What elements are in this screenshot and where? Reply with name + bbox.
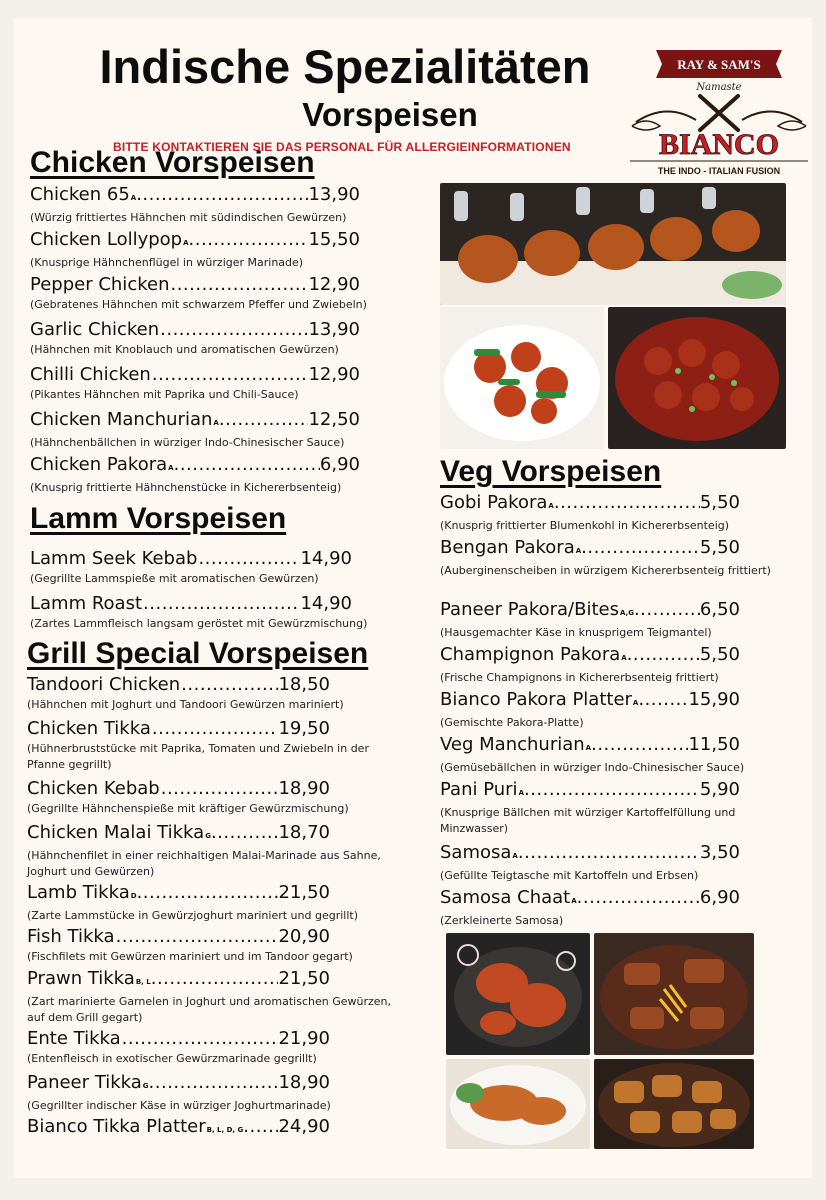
- allergen-code: A: [518, 789, 524, 797]
- menu-item-price: 21,50: [278, 968, 330, 989]
- section-heading-lamm: Lamm Vorspeisen: [30, 502, 287, 535]
- dot-leader: [152, 718, 279, 740]
- menu-item-name: Chicken Pakora: [30, 454, 168, 475]
- dot-leader: [627, 644, 700, 666]
- menu-item: [440, 779, 786, 837]
- menu-item-line: [27, 822, 330, 847]
- menu-item-line: [440, 842, 740, 867]
- menu-item-line: [30, 548, 352, 570]
- menu-item-line: [440, 644, 740, 669]
- menu-item: [27, 1028, 407, 1067]
- menu-item-price: 5,50: [699, 537, 740, 558]
- menu-item-line: [440, 887, 740, 912]
- menu-item-line: [27, 1028, 330, 1050]
- menu-item-name: Chicken 65: [30, 184, 130, 205]
- menu-item-price: 21,90: [278, 1028, 330, 1049]
- menu-item-line: [440, 779, 740, 804]
- menu-item-description: (Knusprig frittierte Hähnchenstücke in Kichererbsenteig): [30, 481, 342, 494]
- menu-item: [27, 882, 407, 924]
- menu-item-price: 5,90: [699, 779, 740, 800]
- allergen-code: A: [548, 502, 554, 510]
- menu-item-name: Chicken Malai Tikka: [27, 822, 205, 843]
- menu-item-name: Lamm Seek Kebab: [30, 548, 198, 569]
- menu-item: [30, 274, 410, 313]
- allergen-code: A: [571, 897, 577, 905]
- menu-item-name: Paneer Tikka: [27, 1072, 142, 1093]
- dot-leader: [638, 689, 688, 711]
- menu-item-description: (Hähnchen mit Joghurt und Tandoori Gewürzen mariniert): [27, 698, 344, 711]
- chicken-lollipop-photo: [440, 183, 786, 305]
- logo-tagline: THE INDO - ITALIAN FUSION: [657, 166, 781, 176]
- menu-item-description: (Hähnchenbällchen in würziger Indo-Chinesischer Sauce): [30, 436, 345, 449]
- dot-leader: [554, 492, 700, 514]
- menu-item-price: 5,50: [699, 492, 740, 513]
- menu-item-price: 15,50: [308, 229, 360, 250]
- dot-leader: [518, 842, 700, 864]
- menu-item-description: (Zerkleinerte Samosa): [440, 914, 564, 927]
- dot-leader: [581, 537, 700, 559]
- menu-item: [27, 968, 407, 1026]
- menu-item-price: 3,50: [699, 842, 740, 863]
- allergen-code: A: [585, 744, 592, 752]
- menu-item: [440, 689, 786, 731]
- dot-leader: [136, 184, 308, 206]
- menu-item-price: 13,90: [308, 319, 360, 340]
- menu-item-description: (Hähnchen mit Knoblauch und aromatischen Gewürzen): [30, 343, 339, 356]
- tandoori-chicken-photo: [446, 933, 590, 1055]
- fork-knife-icon: [700, 96, 738, 130]
- menu-item-description: (Hausgemachter Käse in knusprigem Teigmantel): [440, 626, 712, 639]
- menu-item-name: Fish Tikka: [27, 926, 115, 947]
- menu-item-line: [30, 593, 352, 615]
- menu-item-price: 14,90: [300, 548, 352, 569]
- menu-item-line: [27, 1116, 330, 1141]
- menu-item-name: Garlic Chicken: [30, 319, 160, 340]
- menu-item-description: (Gefüllte Teigtasche mit Kartoffeln und Erbsen): [440, 869, 699, 882]
- menu-item-line: [30, 184, 360, 209]
- allergen-code: G: [205, 832, 211, 840]
- menu-item: [30, 229, 410, 271]
- page-subtitle: Vorspeisen: [302, 96, 478, 133]
- menu-item: [30, 319, 410, 358]
- menu-item: [30, 593, 410, 632]
- chicken-manchurian-photo: [608, 307, 786, 449]
- dot-leader: [524, 779, 700, 801]
- allergen-code: A,G: [619, 609, 634, 617]
- allergen-code: B, L: [135, 978, 151, 986]
- menu-item-name: Tandoori Chicken: [27, 674, 181, 695]
- menu-item: [27, 1116, 407, 1142]
- menu-item: [27, 778, 407, 817]
- menu-item-line: [27, 718, 330, 740]
- menu-item-line: [30, 454, 360, 479]
- menu-item: [27, 926, 407, 965]
- menu-item: [30, 364, 410, 403]
- allergen-code: A: [183, 239, 189, 247]
- menu-item: [30, 184, 410, 226]
- menu-item: [440, 734, 786, 776]
- dot-leader: [181, 674, 278, 696]
- section-heading-grill: Grill Special Vorspeisen: [27, 637, 369, 670]
- menu-item-description: (Gebratenes Hähnchen mit schwarzem Pfeffer und Zwiebeln): [30, 298, 367, 311]
- logo-brand: BIANCO: [658, 128, 780, 161]
- menu-item-line: [27, 882, 330, 907]
- dot-leader: [211, 822, 279, 844]
- dot-leader: [137, 882, 279, 904]
- menu-item-price: 6,90: [699, 887, 740, 908]
- allergen-code: A: [213, 419, 219, 427]
- menu-item-name: Chilli Chicken: [30, 364, 151, 385]
- menu-item-name: Veg Manchurian: [440, 734, 585, 755]
- menu-item-price: 15,90: [688, 689, 740, 710]
- dot-leader: [591, 734, 688, 756]
- menu-item-description: (Gemischte Pakora-Platte): [440, 716, 584, 729]
- allergen-code: A: [621, 654, 627, 662]
- dot-leader: [160, 319, 308, 341]
- menu-item-name: Bianco Pakora Platter: [440, 689, 632, 710]
- menu-item-price: 11,50: [688, 734, 740, 755]
- chilli-chicken-photo: [440, 307, 604, 449]
- menu-item-line: [440, 734, 740, 759]
- menu-item-name: Chicken Lollypop: [30, 229, 183, 250]
- menu-item-price: 21,50: [278, 882, 330, 903]
- menu-item-price: 5,50: [699, 644, 740, 665]
- grill-platter-photo: [594, 933, 754, 1055]
- menu-item: [440, 644, 786, 686]
- menu-item-name: Ente Tikka: [27, 1028, 121, 1049]
- menu-item-line: [30, 364, 360, 386]
- menu-item-name: Samosa: [440, 842, 512, 863]
- menu-item-name: Gobi Pakora: [440, 492, 548, 513]
- menu-item-price: 12,90: [308, 364, 360, 385]
- menu-item-price: 18,70: [278, 822, 330, 843]
- menu-item: [440, 537, 786, 579]
- menu-item-line: [30, 409, 360, 434]
- allergen-code: A: [168, 464, 174, 472]
- menu-item-line: [440, 599, 740, 624]
- logo-top-text: RAY & SAM'S: [677, 57, 761, 72]
- menu-item-name: Chicken Tikka: [27, 718, 151, 739]
- menu-item-line: [27, 1072, 330, 1097]
- menu-item-line: [30, 319, 360, 341]
- menu-item-line: [27, 674, 330, 696]
- menu-item-name: Chicken Manchurian: [30, 409, 213, 430]
- dot-leader: [122, 1028, 279, 1050]
- dot-leader: [170, 274, 308, 296]
- logo-script-text: Namaste: [696, 82, 742, 93]
- dot-leader: [634, 599, 700, 621]
- menu-item: [27, 718, 407, 773]
- menu-item: [27, 822, 407, 880]
- dot-leader: [174, 454, 320, 476]
- menu-item-name: Samosa Chaat: [440, 887, 571, 908]
- menu-item-description: (Entenfleisch in exotischer Gewürzmarinade gegrillt): [27, 1052, 317, 1065]
- grilled-chicken-plate-photo: [446, 1059, 590, 1149]
- menu-item-description: (Knusprig frittierter Blumenkohl in Kichererbsenteig): [440, 519, 730, 532]
- dot-leader: [243, 1116, 278, 1138]
- menu-item-price: 13,90: [308, 184, 360, 205]
- menu-item-description: (Frische Champignons in Kichererbsenteig frittiert): [440, 671, 719, 684]
- page-title: Indische Spezialitäten: [99, 40, 591, 93]
- menu-item: [27, 1072, 407, 1114]
- dot-leader: [143, 593, 300, 615]
- menu-item-name: Bianco Tikka Platter: [27, 1116, 206, 1137]
- menu-item-price: 6,90: [319, 454, 360, 475]
- menu-item-price: 18,50: [278, 674, 330, 695]
- menu-item-description: (Auberginenscheiben in würzigem Kichererbsenteig frittiert): [440, 564, 771, 577]
- dot-leader: [577, 887, 700, 909]
- menu-item-description: (Pikantes Hähnchen mit Paprika und Chili-Sauce): [30, 388, 299, 401]
- dot-leader: [151, 968, 279, 990]
- allergy-notice: BITTE KONTAKTIEREN SIE DAS PERSONAL FÜR ALLERGIEINFORMATIONEN: [113, 140, 571, 154]
- allergen-code: B, L, D, G: [206, 1126, 244, 1134]
- menu-item-price: 12,90: [308, 274, 360, 295]
- menu-item-name: Pepper Chicken: [30, 274, 170, 295]
- menu-item-line: [30, 274, 360, 296]
- dot-leader: [198, 548, 300, 570]
- menu-item-price: 24,90: [278, 1116, 330, 1137]
- menu-item-price: 18,90: [278, 778, 330, 799]
- menu-item-description: (Fischfilets mit Gewürzen mariniert und im Tandoor gegart): [27, 950, 353, 963]
- dot-leader: [116, 926, 279, 948]
- menu-item-description: (Gegrillte Hähnchenspieße mit kräftiger Gewürzmischung): [27, 802, 349, 815]
- menu-item: [30, 454, 410, 496]
- menu-item-description: (Hähnchenfilet in einer reichhaltigen Malai-Marinade aus Sahne, Joghurt und Gewürzen): [27, 849, 381, 878]
- menu-item-price: 6,50: [699, 599, 740, 620]
- allergen-code: G: [142, 1082, 149, 1090]
- menu-item-name: Paneer Pakora/Bites: [440, 599, 619, 620]
- menu-item-price: 18,90: [278, 1072, 330, 1093]
- menu-item-description: (Knusprige Bällchen mit würziger Kartoffelfüllung und Minzwasser): [440, 806, 736, 835]
- menu-item-line: [27, 968, 330, 993]
- allergen-code: D: [130, 892, 137, 900]
- allergen-code: A: [512, 852, 518, 860]
- menu-item-line: [440, 537, 740, 562]
- menu-item-line: [27, 926, 330, 948]
- menu-item: [30, 409, 410, 451]
- menu-item-description: (Zarte Lammstücke in Gewürzjoghurt mariniert und gegrillt): [27, 909, 359, 922]
- menu-item: [27, 674, 407, 713]
- menu-item-name: Lamm Roast: [30, 593, 143, 614]
- menu-item: [30, 548, 410, 587]
- allergen-code: A: [130, 194, 137, 202]
- menu-item-price: 14,90: [300, 593, 352, 614]
- allergen-code: A: [575, 547, 582, 555]
- menu-item-name: Bengan Pakora: [440, 537, 575, 558]
- menu-item-price: 12,50: [308, 409, 360, 430]
- menu-item-name: Pani Puri: [440, 779, 518, 800]
- menu-item-line: [440, 492, 740, 517]
- dot-leader: [152, 364, 309, 386]
- menu-item: [440, 492, 786, 534]
- menu-item-description: (Würzig frittiertes Hähnchen mit südindischen Gewürzen): [30, 211, 347, 224]
- menu-item-line: [440, 689, 740, 714]
- menu-item-description: (Gegrillte Lammspieße mit aromatischen Gewürzen): [30, 572, 319, 585]
- menu-item-name: Chicken Kebab: [27, 778, 160, 799]
- menu-item: [440, 887, 786, 929]
- menu-item-line: [30, 229, 360, 254]
- menu-item-price: 19,50: [278, 718, 330, 739]
- menu-item: [440, 599, 786, 641]
- menu-item-description: (Knusprige Hähnchenflügel in würziger Marinade): [30, 256, 304, 269]
- menu-item-name: Champignon Pakora: [440, 644, 621, 665]
- menu-item-description: (Gegrillter indischer Käse in würziger Joghurtmarinade): [27, 1099, 331, 1112]
- allergen-code: A: [632, 699, 639, 707]
- dot-leader: [149, 1072, 279, 1094]
- menu-item-price: 20,90: [278, 926, 330, 947]
- section-heading-chicken: Chicken Vorspeisen: [30, 146, 315, 179]
- menu-item-description: (Gemüsebällchen in würziger Indo-Chinesischer Sauce): [440, 761, 745, 774]
- menu-item-line: [27, 778, 330, 800]
- restaurant-logo: [626, 44, 812, 178]
- menu-item-description: (Zart marinierte Garnelen in Joghurt und aromatischen Gewürzen, auf dem Grill gegart): [27, 995, 391, 1024]
- menu-item: [440, 842, 786, 884]
- dot-leader: [189, 229, 309, 251]
- menu-item-name: Prawn Tikka: [27, 968, 135, 989]
- menu-item-description: (Zartes Lammfleisch langsam geröstet mit Gewürzmischung): [30, 617, 368, 630]
- menu-item-name: Lamb Tikka: [27, 882, 130, 903]
- section-heading-veg: Veg Vorspeisen: [440, 455, 662, 488]
- menu-item-description: (Hühnerbruststücke mit Paprika, Tomaten und Zwiebeln in der Pfanne gegrillt): [27, 742, 369, 771]
- dot-leader: [161, 778, 279, 800]
- dot-leader: [219, 409, 309, 431]
- tikka-pieces-photo: [594, 1059, 754, 1149]
